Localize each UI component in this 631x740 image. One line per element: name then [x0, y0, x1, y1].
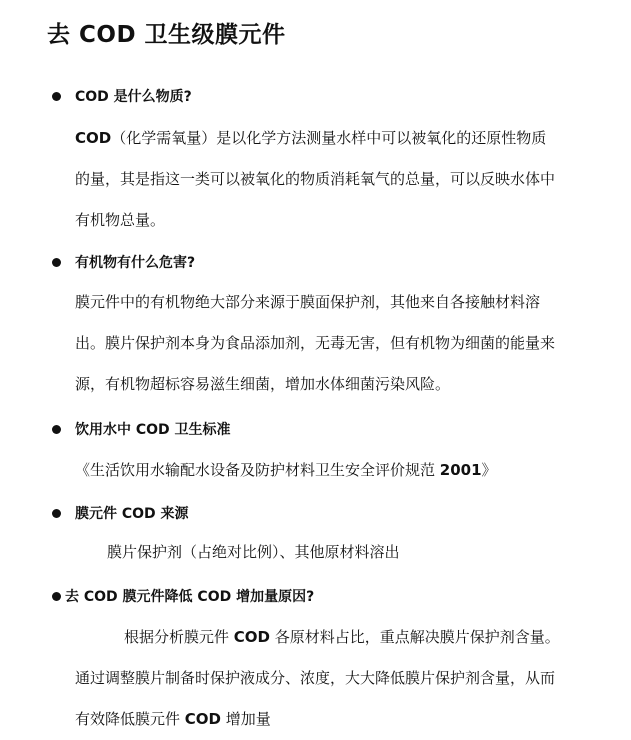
section-heading-source	[52, 503, 189, 523]
paragraph-line: 有机物总量。	[75, 211, 166, 229]
paragraph-line: 出。膜片保护剂本身为食品添加剂，无毒无害，但有机物为细菌的能量来	[75, 334, 556, 352]
bullet-icon	[52, 592, 61, 601]
paragraph-harm	[75, 282, 555, 405]
bullet-icon	[52, 258, 61, 267]
section-heading-text: 膜元件 COD 来源	[75, 506, 189, 522]
paragraph-line: 的量，其是指这一类可以被氧化的物质消耗氧气的总量，可以反映水体中	[75, 170, 556, 188]
bullet-icon	[52, 92, 61, 101]
section-heading-text: COD 是什么物质?	[75, 89, 192, 105]
paragraph-line: 膜元件中的有机物绝大部分来源于膜面保护剂，其他来自各接触材料溶	[75, 293, 541, 311]
paragraph-what-is-cod	[75, 118, 555, 241]
section-heading-text: 有机物有什么危害?	[75, 255, 196, 271]
paragraph-line: COD（化学需氧量）是以化学方法测量水样中可以被氧化的还原性物质	[75, 129, 547, 147]
page-title: 去 COD 卫生级膜元件	[47, 22, 286, 48]
paragraph-reason	[75, 658, 555, 740]
paragraph-line: 膜片保护剂（占绝对比例）、其他原材料溶出	[107, 543, 400, 561]
section-heading-text: 去 COD 膜元件降低 COD 增加量原因?	[65, 589, 315, 605]
paragraph-line: 《生活饮用水输配水设备及防护材料卫生安全评价规范 2001》	[75, 461, 497, 479]
paragraph-line: 通过调整膜片制备时保护液成分、浓度，大大降低膜片保护剂含量，从而	[75, 669, 556, 687]
paragraph-line: 根据分析膜元件 COD 各原材料占比，重点解决膜片保护剂含量。	[124, 628, 560, 646]
paragraph-line: 有效降低膜元件 COD 增加量	[75, 710, 271, 728]
bullet-icon	[52, 509, 61, 518]
section-heading-text: 饮用水中 COD 卫生标准	[75, 422, 231, 438]
section-heading-what-is-cod	[52, 86, 192, 106]
paragraph-source	[107, 532, 400, 573]
section-heading-reason	[52, 586, 314, 606]
paragraph-line: 源，有机物超标容易滋生细菌，增加水体细菌污染风险。	[75, 375, 451, 393]
section-heading-standard	[52, 419, 231, 439]
paragraph-reason-first-line	[124, 617, 560, 658]
section-heading-harm	[52, 252, 195, 272]
paragraph-standard	[75, 450, 497, 491]
bullet-icon	[52, 425, 61, 434]
